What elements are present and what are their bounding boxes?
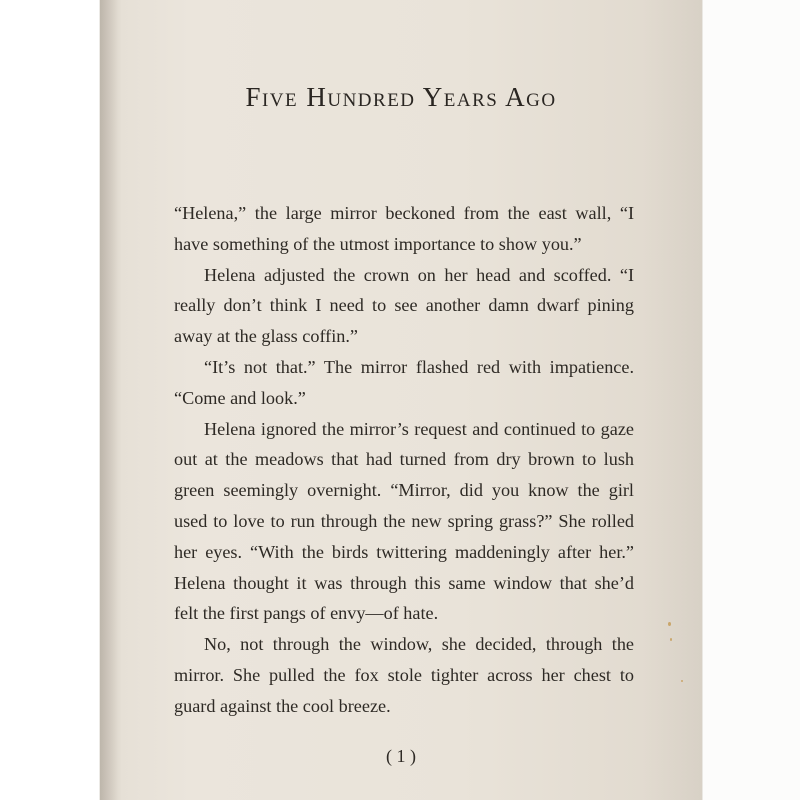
page-number: ( 1 ) xyxy=(386,746,416,766)
background-left xyxy=(0,0,108,800)
chapter-title: Five Hundred Years Ago xyxy=(245,82,557,112)
paper-speck xyxy=(668,622,671,626)
paragraph-5: No, not through the window, she decided, through the mirror. She pulled the fox stole tighter across her chest to guard against the cool breeze. xyxy=(174,634,634,716)
background-right xyxy=(690,0,800,800)
paragraph-4: Helena ignored the mirror’s request and continued to gaze out at the meadows that had turned from dry brown to lush green seemingly overnight. “Mirror, did you know the girl used to love to run through the new spring grass?” She rolled her eyes. “With the birds twittering maddeningly after her.” Helena thought it was through this same window that she’d felt the first pangs of envy—of hate. xyxy=(174,418,634,624)
chapter-body xyxy=(174,198,634,722)
paragraph-1: “Helena,” the large mirror beckoned from the east wall, “I have something of the utmost importance to show you.” xyxy=(174,203,634,254)
spine-shadow xyxy=(100,0,122,800)
paper-speck xyxy=(670,638,672,641)
paragraph-2: Helena adjusted the crown on her head and scoffed. “I really don’t think I need to see another damn dwarf pining away at the glass coffin.” xyxy=(174,264,634,347)
paragraph-3: “It’s not that.” The mirror flashed red with impatience. “Come and look.” xyxy=(174,356,634,408)
paper-speck xyxy=(681,680,683,682)
